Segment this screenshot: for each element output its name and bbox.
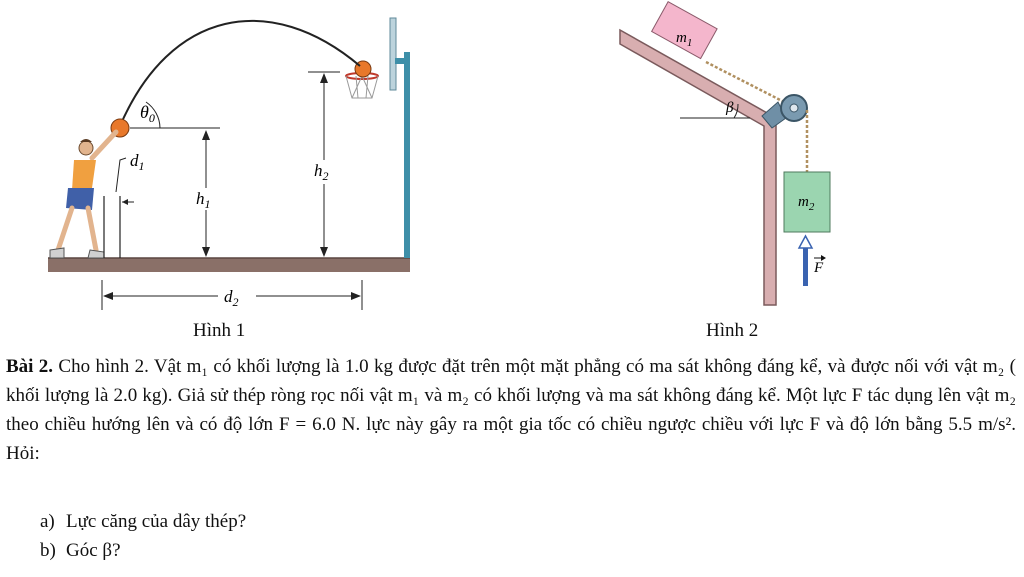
question-list (40, 507, 246, 565)
floor (48, 258, 410, 272)
force-arrow (803, 246, 808, 286)
h1-label: $h_1$ (196, 189, 211, 211)
question-text: Góc β? (66, 540, 121, 561)
force-label: F (814, 260, 824, 276)
question-item (40, 507, 246, 536)
m1-label: $m_1$ (676, 30, 693, 49)
theta-label: $\theta_0$ (140, 102, 155, 125)
question-text: Lực căng của dây thép? (66, 511, 247, 532)
figure-1-caption: Hình 1 (193, 320, 246, 341)
question-label: b) (40, 540, 56, 561)
figure-1-basketball (0, 0, 430, 330)
h2-label: $h_2$ (314, 161, 329, 183)
figure-2-incline-pulley (600, 0, 840, 310)
player (50, 132, 116, 258)
problem-text: Cho hình 2. Vật m₁ có khối lượng là 1.0 kg được đặt trên một mặt phẳng có ma sát không đáng kể, và được nối với vật m₂ ( khối lượng là 2.0 kg). Giả sử thép ròng rọc nối vật m₁ và m₂ có khối lượng và ma sát không đáng kể. Một lực F tác dụng lên vật m₂ theo chiều hướng lên và có độ lớn F = 6.0 N. lực này gây ra một gia tốc có chiều ngược chiều với lực F và độ lớn bằng 5.5 m/s². Hỏi: (6, 356, 1016, 464)
d2-label: $d_2$ (224, 287, 239, 309)
figure-2-caption: Hình 2 (706, 320, 759, 341)
problem-label: Bài 2. (6, 356, 54, 377)
question-item (40, 536, 246, 565)
beta-label: β (726, 100, 734, 116)
hoop-pole (404, 52, 410, 258)
question-label: a) (40, 511, 55, 532)
incline-wall (620, 30, 776, 305)
backboard (390, 18, 396, 90)
problem-statement (6, 352, 1016, 468)
m2-label: $m_2$ (798, 194, 815, 213)
d1-label: $d_1$ (130, 151, 145, 173)
